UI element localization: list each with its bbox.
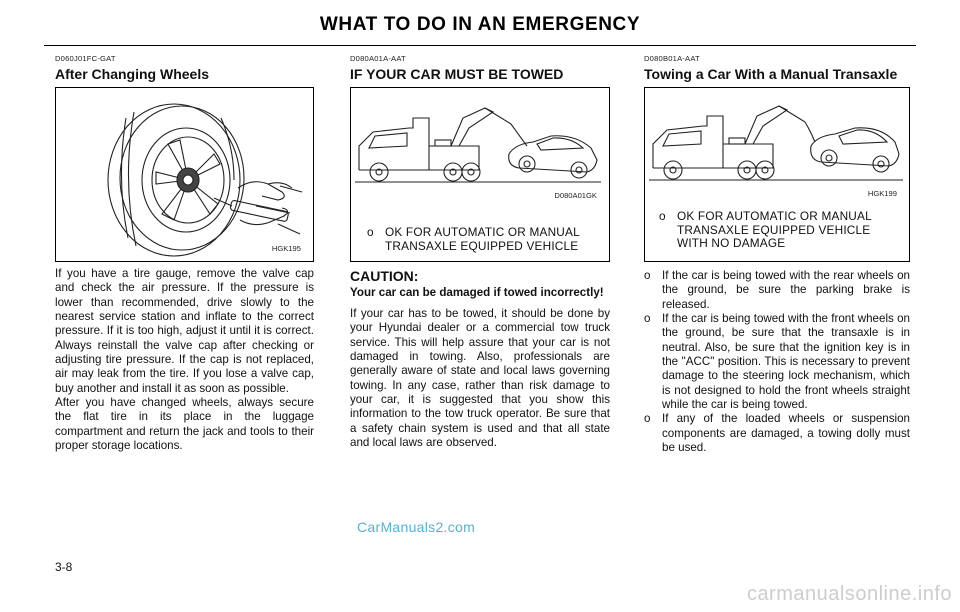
section-towing-manual-transaxle bbox=[644, 54, 910, 455]
bullet-mark: o bbox=[659, 209, 666, 223]
section-heading: Towing a Car With a Manual Transaxle bbox=[644, 66, 898, 82]
section-if-car-must-be-towed bbox=[350, 54, 610, 450]
figure-note bbox=[367, 226, 597, 253]
watermark-link[interactable]: CarManuals2.com bbox=[357, 519, 476, 535]
list-item bbox=[644, 412, 910, 455]
figure-note-text: OK FOR AUTOMATIC OR MANUAL TRANSAXLE EQUIPPED VEHICLE WITH NO DAMAGE bbox=[677, 209, 872, 251]
tow-truck-figure bbox=[644, 87, 910, 262]
page-title: WHAT TO DO IN AN EMERGENCY bbox=[319, 14, 641, 35]
header-divider bbox=[44, 45, 916, 46]
section-body bbox=[55, 267, 314, 453]
section-code: D080B01A-AAT bbox=[644, 54, 700, 63]
tire-gauge-figure bbox=[55, 87, 314, 262]
section-heading: After Changing Wheels bbox=[55, 66, 210, 82]
list-item bbox=[644, 312, 910, 412]
figure-code: HGK199 bbox=[867, 189, 897, 198]
paragraph: After you have changed wheels, always secure the flat tire in its place in the luggage compartment and return the jack and tools to their proper storage locations. bbox=[55, 396, 314, 453]
list-item bbox=[644, 269, 910, 312]
section-after-changing-wheels bbox=[55, 54, 314, 453]
watermark-site: carmanualsonline.info bbox=[746, 583, 952, 605]
bullet-mark: o bbox=[644, 412, 651, 426]
figure-code: HGK195 bbox=[271, 244, 301, 253]
bullet-mark: o bbox=[644, 312, 651, 326]
bullet-mark: o bbox=[644, 269, 651, 282]
figure-code: D080A01GK bbox=[554, 191, 597, 200]
list-item-text: If the car is being towed with the rear wheels on the ground, be sure the parking brake is released. bbox=[662, 269, 910, 311]
towing-bullet-list bbox=[644, 269, 910, 455]
section-code: D080A01A-AAT bbox=[350, 54, 406, 63]
section-body: If your car has to be towed, it should be done by your Hyundai dealer or a commercial tow truck service. This will help assure that your car is not damaged in towing. Also, professionals are generally aware of state and local laws governing towing. In any case, rather than risk damage to your car, it is suggested that you show this information to the tow truck operator. Be sure that a safety chain system is used and that all state and local laws are observed. bbox=[350, 307, 610, 450]
figure-note-text: OK FOR AUTOMATIC OR MANUAL TRANSAXLE EQUIPPED VEHICLE bbox=[385, 225, 580, 253]
tire-gauge-illustration-icon bbox=[56, 88, 312, 260]
page-number: 3-8 bbox=[55, 560, 73, 574]
caution-subtitle: Your car can be damaged if towed incorrectly! bbox=[350, 286, 604, 299]
figure-note bbox=[659, 210, 897, 251]
tow-truck-illustration-icon bbox=[351, 88, 608, 188]
paragraph: If you have a tire gauge, remove the valve cap and check the air pressure. If the pressure is lower than recommended, drive slowly to the nearest service station and inflate to the correct pressure. If it is too high, adjust it until it is correct. Always reinstall the valve cap after checking or adjusting tire pressure. If the cap is not replaced, air may leak from the tire. If you lose a valve cap, buy another and install it as soon as possible. bbox=[55, 267, 314, 395]
section-heading: IF YOUR CAR MUST BE TOWED bbox=[350, 66, 564, 82]
list-item-text: If the car is being towed with the front wheels on the ground, be sure that the transaxle is in neutral. Also, be sure that the ignition key is in the "ACC" position. This is necessary to prevent damage to the steering lock mechanism, which is not designed to hold the front wheels straight while the car is being towed. bbox=[662, 312, 910, 412]
tow-truck-figure bbox=[350, 87, 610, 262]
bullet-mark: o bbox=[367, 225, 374, 239]
caution-title: CAUTION: bbox=[350, 268, 419, 284]
list-item-text: If any of the loaded wheels or suspension components are damaged, a towing dolly must be used. bbox=[662, 412, 910, 455]
tow-truck-illustration-icon bbox=[645, 88, 908, 186]
section-code: D060J01FC-GAT bbox=[55, 54, 116, 63]
